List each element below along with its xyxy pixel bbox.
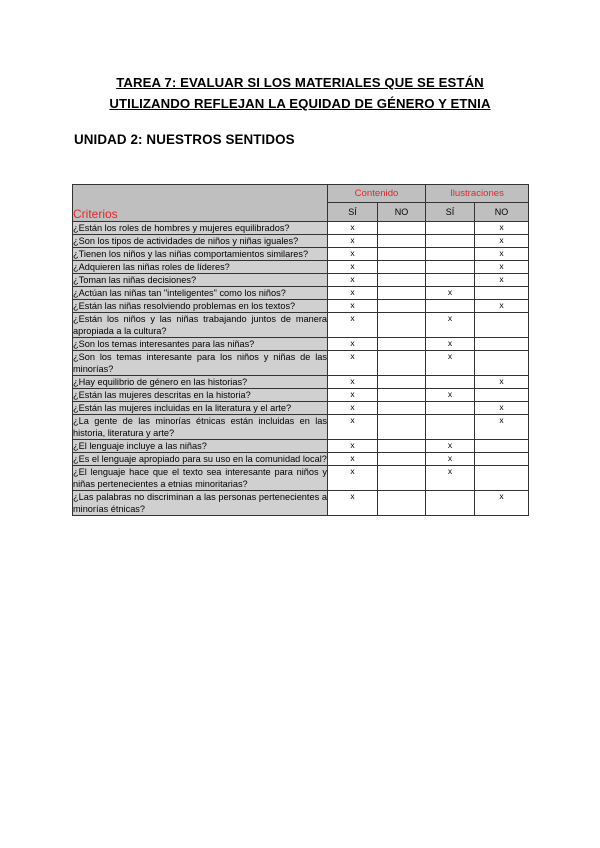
criterion-question: ¿Actúan las niñas tan "inteligentes" como los niños?	[73, 287, 328, 300]
criterion-question: ¿Están las mujeres descritas en la historia?	[73, 389, 328, 402]
contenido-no-mark	[378, 248, 426, 261]
contenido-si-header: SÍ	[328, 203, 378, 222]
contenido-no-header: NO	[378, 203, 426, 222]
ilustraciones-si-mark: x	[426, 440, 475, 453]
ilustraciones-no-mark	[475, 440, 529, 453]
ilustraciones-si-mark	[426, 300, 475, 313]
criterion-question: ¿Son los temas interesante para los niños y niñas de las minorías?	[73, 352, 327, 374]
ilustraciones-no-mark: x	[475, 274, 529, 287]
ilustraciones-no-mark: x	[475, 491, 529, 516]
ilustraciones-si-mark: x	[426, 287, 475, 300]
contenido-no-mark	[378, 491, 426, 516]
ilustraciones-no-mark: x	[475, 300, 529, 313]
table-row	[73, 376, 529, 389]
title-line-1: TAREA 7: EVALUAR SI LOS MATERIALES QUE SE ESTÁN	[116, 75, 484, 90]
table-row	[73, 351, 529, 376]
ilustraciones-si-mark	[426, 274, 475, 287]
ilustraciones-si-mark: x	[426, 453, 475, 466]
ilustraciones-si-mark	[426, 402, 475, 415]
ilustraciones-no-mark: x	[475, 376, 529, 389]
criterion-question: ¿El lenguaje hace que el texto sea interesante para niños y niñas pertenecientes a etnias minoritarias?	[73, 467, 327, 489]
contenido-si-mark: x	[328, 402, 378, 415]
contenido-si-mark: x	[328, 440, 378, 453]
ilustraciones-si-mark: x	[426, 313, 475, 338]
contenido-si-mark: x	[328, 389, 378, 402]
contenido-no-mark	[378, 402, 426, 415]
criterion-question: ¿Las palabras no discriminan a las personas pertenecientes a minorías étnicas?	[73, 492, 327, 514]
ilustraciones-no-mark	[475, 453, 529, 466]
criterion-question: ¿Adquieren las niñas roles de líderes?	[73, 261, 328, 274]
ilustraciones-si-mark	[426, 261, 475, 274]
ilustraciones-si-mark: x	[426, 338, 475, 351]
table-row	[73, 491, 529, 516]
table-row	[73, 415, 529, 440]
ilustraciones-si-mark	[426, 415, 475, 440]
contenido-no-mark	[378, 338, 426, 351]
contenido-si-mark: x	[328, 274, 378, 287]
contenido-no-mark	[378, 389, 426, 402]
ilustraciones-no-mark: x	[475, 402, 529, 415]
ilustraciones-no-mark: x	[475, 415, 529, 440]
ilustraciones-no-mark: x	[475, 261, 529, 274]
contenido-si-mark: x	[328, 338, 378, 351]
contenido-si-mark: x	[328, 453, 378, 466]
contenido-si-mark: x	[328, 300, 378, 313]
table-row	[73, 338, 529, 351]
criteria-header: Criterios	[73, 185, 328, 222]
criterion-question: ¿Toman las niñas decisiones?	[73, 274, 328, 287]
criterion-question: ¿El lenguaje incluye a las niñas?	[73, 440, 328, 453]
ilustraciones-si-mark: x	[426, 351, 475, 376]
ilustraciones-no-mark	[475, 313, 529, 338]
criterion-question: ¿La gente de las minorías étnicas están incluidas en las historia, literatura y arte?	[73, 416, 327, 438]
ilustraciones-no-mark: x	[475, 248, 529, 261]
table-row	[73, 300, 529, 313]
criterion-question: ¿Es el lenguaje apropiado para su uso en la comunidad local?	[73, 454, 327, 464]
contenido-no-mark	[378, 466, 426, 491]
criterion-question: ¿Son los tipos de actividades de niños y niñas iguales?	[73, 235, 328, 248]
contenido-no-mark	[378, 300, 426, 313]
ilustraciones-no-mark: x	[475, 222, 529, 235]
criterion-question: ¿Tienen los niños y las niñas comportamientos similares?	[73, 248, 328, 261]
table-row	[73, 313, 529, 338]
criterion-question: ¿Están las niñas resolviendo problemas en los textos?	[73, 300, 328, 313]
ilustraciones-no-mark	[475, 287, 529, 300]
table-row	[73, 261, 529, 274]
title-line-2: UTILIZANDO REFLEJAN LA EQUIDAD DE GÉNERO Y ETNIA	[109, 96, 491, 111]
contenido-no-mark	[378, 222, 426, 235]
contenido-no-mark	[378, 351, 426, 376]
contenido-no-mark	[378, 313, 426, 338]
ilustraciones-si-mark	[426, 376, 475, 389]
contenido-si-mark: x	[328, 466, 378, 491]
ilustraciones-no-header: NO	[475, 203, 529, 222]
ilustraciones-si-header: SÍ	[426, 203, 475, 222]
table-row	[73, 466, 529, 491]
contenido-si-mark: x	[328, 313, 378, 338]
table-row	[73, 287, 529, 300]
table-row	[73, 235, 529, 248]
contenido-si-mark: x	[328, 351, 378, 376]
ilustraciones-no-mark	[475, 351, 529, 376]
unit-subtitle: UNIDAD 2: NUESTROS SENTIDOS	[74, 132, 295, 147]
criterion-question: ¿Están los roles de hombres y mujeres equilibrados?	[73, 222, 328, 235]
ilustraciones-no-mark	[475, 338, 529, 351]
table-row	[73, 453, 529, 466]
criterion-question: ¿Están los niños y las niñas trabajando juntos de manera apropiada a la cultura?	[73, 314, 327, 336]
table-row	[73, 440, 529, 453]
contenido-si-mark: x	[328, 261, 378, 274]
contenido-no-mark	[378, 415, 426, 440]
ilustraciones-si-mark	[426, 248, 475, 261]
contenido-si-mark: x	[328, 376, 378, 389]
contenido-header: Contenido	[328, 185, 426, 203]
document-title	[60, 72, 540, 114]
criterion-question: ¿Son los temas interesantes para las niñas?	[73, 338, 328, 351]
ilustraciones-si-mark: x	[426, 466, 475, 491]
contenido-no-mark	[378, 235, 426, 248]
contenido-no-mark	[378, 287, 426, 300]
criterion-question: ¿Están las mujeres incluidas en la literatura y el arte?	[73, 402, 328, 415]
contenido-si-mark: x	[328, 415, 378, 440]
contenido-si-mark: x	[328, 235, 378, 248]
ilustraciones-header: Ilustraciones	[426, 185, 529, 203]
contenido-no-mark	[378, 274, 426, 287]
contenido-si-mark: x	[328, 222, 378, 235]
contenido-no-mark	[378, 261, 426, 274]
table-row	[73, 389, 529, 402]
table-body	[73, 222, 529, 516]
contenido-si-mark: x	[328, 491, 378, 516]
ilustraciones-si-mark	[426, 235, 475, 248]
ilustraciones-no-mark	[475, 389, 529, 402]
criterion-question: ¿Hay equilibrio de género en las historias?	[73, 376, 328, 389]
contenido-si-mark: x	[328, 287, 378, 300]
ilustraciones-si-mark: x	[426, 389, 475, 402]
table-row	[73, 222, 529, 235]
contenido-no-mark	[378, 453, 426, 466]
ilustraciones-si-mark	[426, 222, 475, 235]
table-row	[73, 274, 529, 287]
ilustraciones-si-mark	[426, 491, 475, 516]
contenido-si-mark: x	[328, 248, 378, 261]
ilustraciones-no-mark: x	[475, 235, 529, 248]
contenido-no-mark	[378, 376, 426, 389]
ilustraciones-no-mark	[475, 466, 529, 491]
table-row	[73, 248, 529, 261]
contenido-no-mark	[378, 440, 426, 453]
table-row	[73, 402, 529, 415]
evaluation-table	[72, 184, 529, 516]
